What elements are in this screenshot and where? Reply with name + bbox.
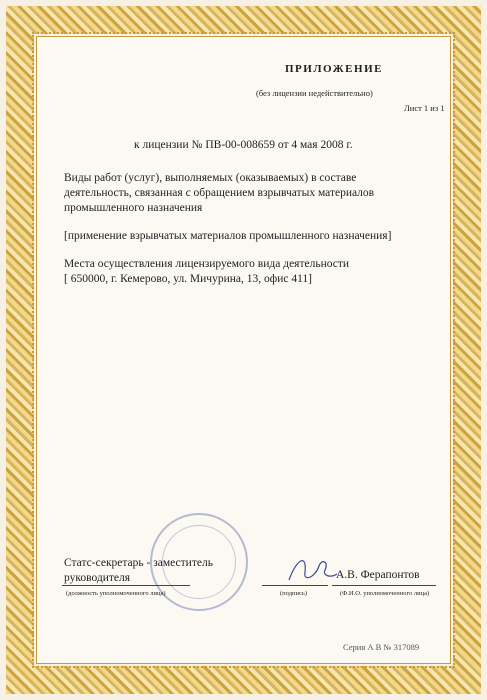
works-heading-line-2: деятельность, связанная с обращением взрывчатых материалов bbox=[64, 187, 375, 199]
works-value: [применение взрывчатых материалов промышленного назначения] bbox=[64, 230, 392, 242]
position-caption: (должность уполномоченного лица) bbox=[66, 590, 166, 597]
signature-underline bbox=[262, 585, 328, 586]
works-heading-line-1: Виды работ (услуг), выполняемых (оказываемых) в составе bbox=[64, 172, 357, 184]
sheet-number: Лист 1 из 1 bbox=[404, 103, 445, 113]
place-value: [ 650000, г. Кемерово, ул. Мичурина, 13, офис 411] bbox=[64, 273, 312, 285]
position-line-1: Статс-секретарь - заместитель bbox=[64, 557, 213, 569]
position-line-2: руководителя bbox=[64, 572, 131, 584]
name-underline bbox=[332, 585, 436, 586]
document-title: ПРИЛОЖЕНИЕ bbox=[285, 63, 383, 75]
signatory-name: А.В. Ферапонтов bbox=[336, 569, 420, 581]
name-caption: (Ф.И.О. уполномоченного лица) bbox=[340, 590, 430, 597]
license-reference: к лицензии № ПВ-00-008659 от 4 мая 2008 г. bbox=[134, 139, 353, 151]
place-heading: Места осуществления лицензируемого вида деятельности bbox=[64, 258, 350, 270]
validity-note: (без лицензии недействительно) bbox=[256, 88, 373, 98]
works-heading-line-3: промышленного назначения bbox=[64, 202, 203, 214]
signature-caption: (подпись) bbox=[280, 590, 307, 597]
position-underline bbox=[62, 585, 190, 586]
series-number: Серия А В № 317089 bbox=[343, 642, 420, 652]
signature bbox=[285, 548, 340, 588]
